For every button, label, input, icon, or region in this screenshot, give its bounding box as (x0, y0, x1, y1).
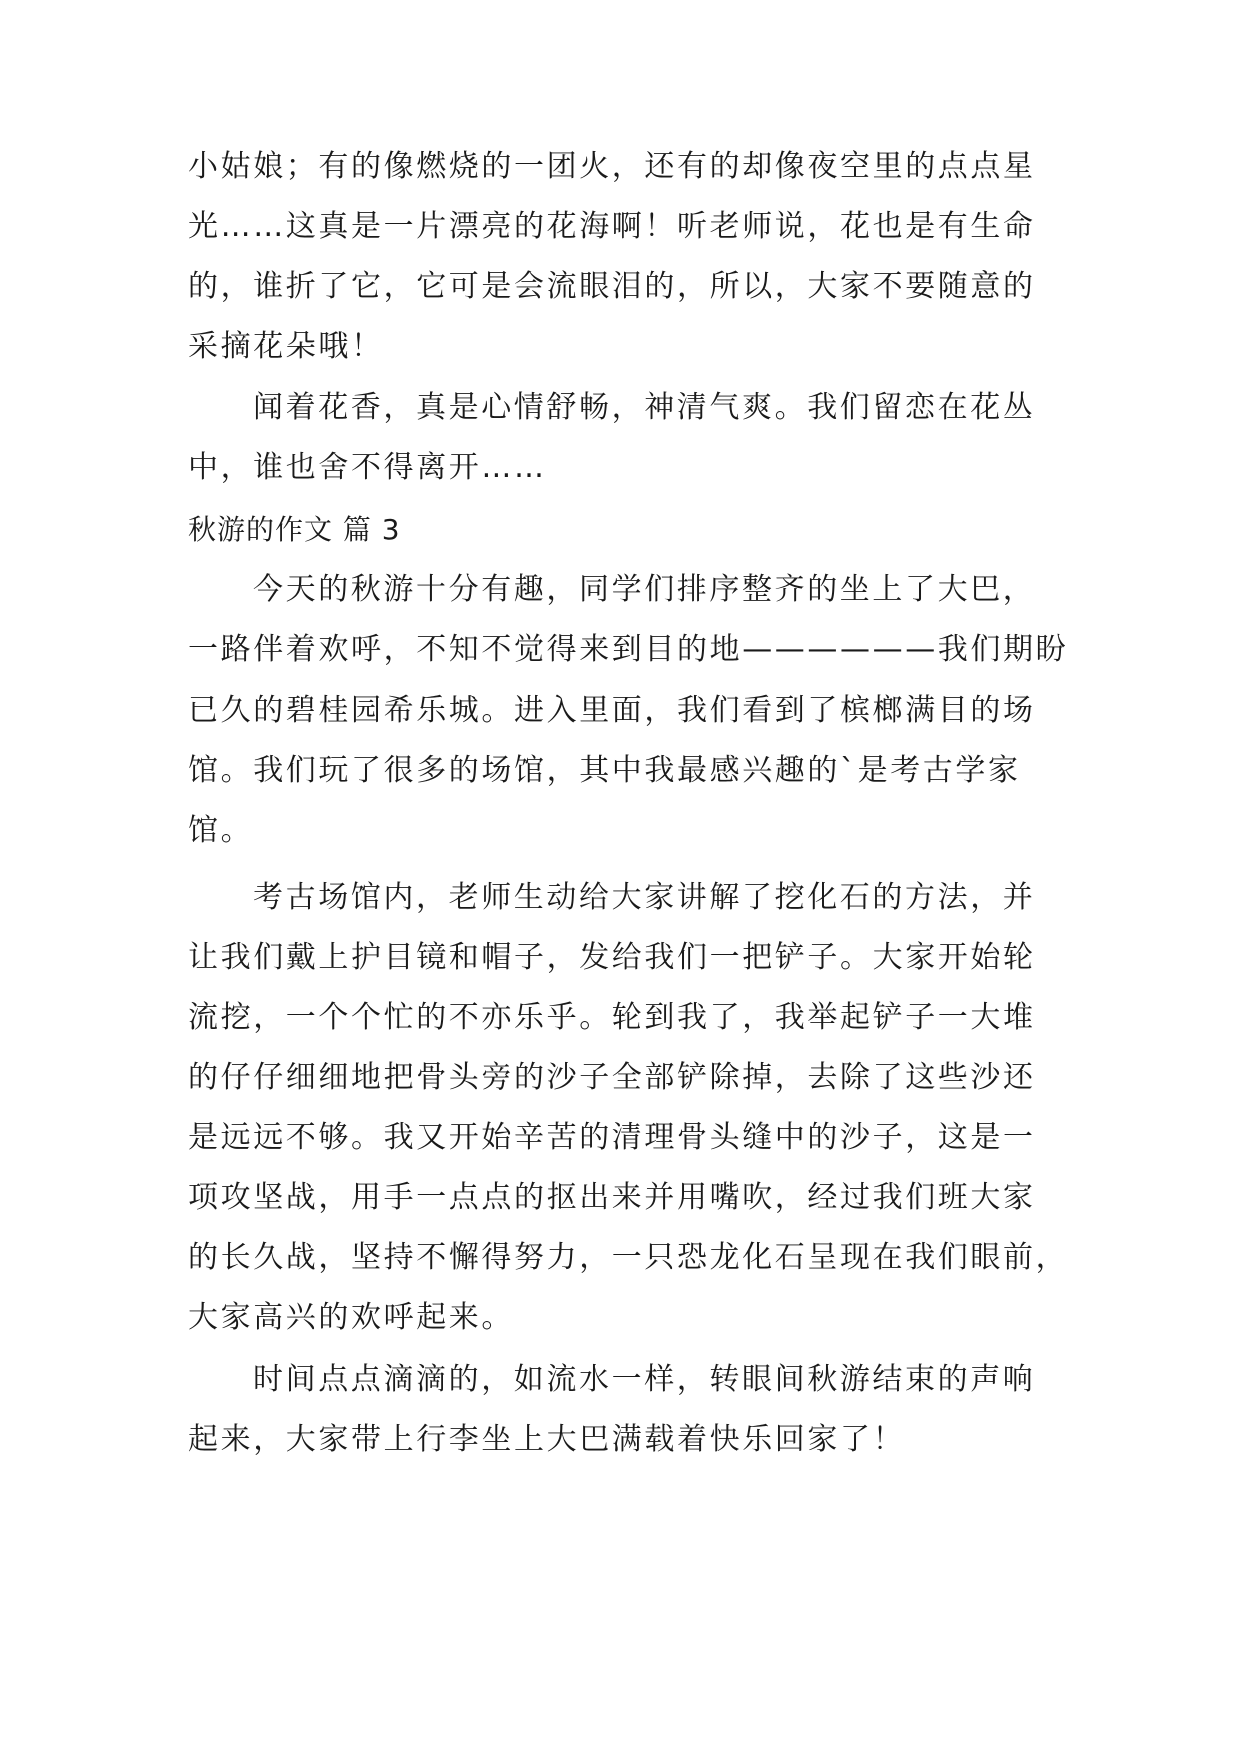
text-line: 的长久战，坚持不懈得努力，一只恐龙化石呈现在我们眼前， (188, 1240, 1069, 1275)
text-line: 采摘花朵哦！ (188, 329, 384, 364)
text-line: 小姑娘；有的像燃烧的一团火，还有的却像夜空里的点点星 (188, 149, 1036, 184)
text-line: 是远远不够。我又开始辛苦的清理骨头缝中的沙子，这是一 (188, 1120, 1036, 1155)
text-line: 一路伴着欢呼，不知不觉得来到目的地——————我们期盼 (188, 632, 1069, 667)
text-line: 光……这真是一片漂亮的花海啊！听老师说，花也是有生命 (188, 209, 1036, 244)
paragraph-start-line: 今天的秋游十分有趣，同学们排序整齐的坐上了大巴， (253, 572, 1036, 607)
paragraph-start-line: 闻着花香，真是心情舒畅，神清气爽。我们留恋在花丛 (253, 390, 1036, 425)
text-line: 项攻坚战，用手一点点的抠出来并用嘴吹，经过我们班大家 (188, 1180, 1036, 1215)
text-line: 流挖，一个个忙的不亦乐乎。轮到我了，我举起铲子一大堆 (188, 1000, 1036, 1035)
text-line: 馆。 (188, 813, 254, 848)
text-line: 的，谁折了它，它可是会流眼泪的，所以，大家不要随意的 (188, 269, 1036, 304)
text-line: 中，谁也舍不得离开…… (188, 450, 547, 485)
text-line: 已久的碧桂园希乐城。进入里面，我们看到了槟榔满目的场 (188, 693, 1036, 728)
paragraph-start-line: 考古场馆内，老师生动给大家讲解了挖化石的方法，并 (253, 880, 1036, 915)
text-line: 让我们戴上护目镜和帽子，发给我们一把铲子。大家开始轮 (188, 940, 1036, 975)
text-line: 馆。我们玩了很多的场馆，其中我最感兴趣的`是考古学家 (188, 753, 1021, 788)
text-line: 起来，大家带上行李坐上大巴满载着快乐回家了！ (188, 1422, 906, 1457)
text-line: 的仔仔细细地把骨头旁的沙子全部铲除掉，去除了这些沙还 (188, 1060, 1036, 1095)
paragraph-start-line: 时间点点滴滴的，如流水一样，转眼间秋游结束的声响 (253, 1362, 1036, 1397)
section-heading: 秋游的作文 篇 3 (188, 513, 401, 546)
text-line: 大家高兴的欢呼起来。 (188, 1300, 514, 1335)
